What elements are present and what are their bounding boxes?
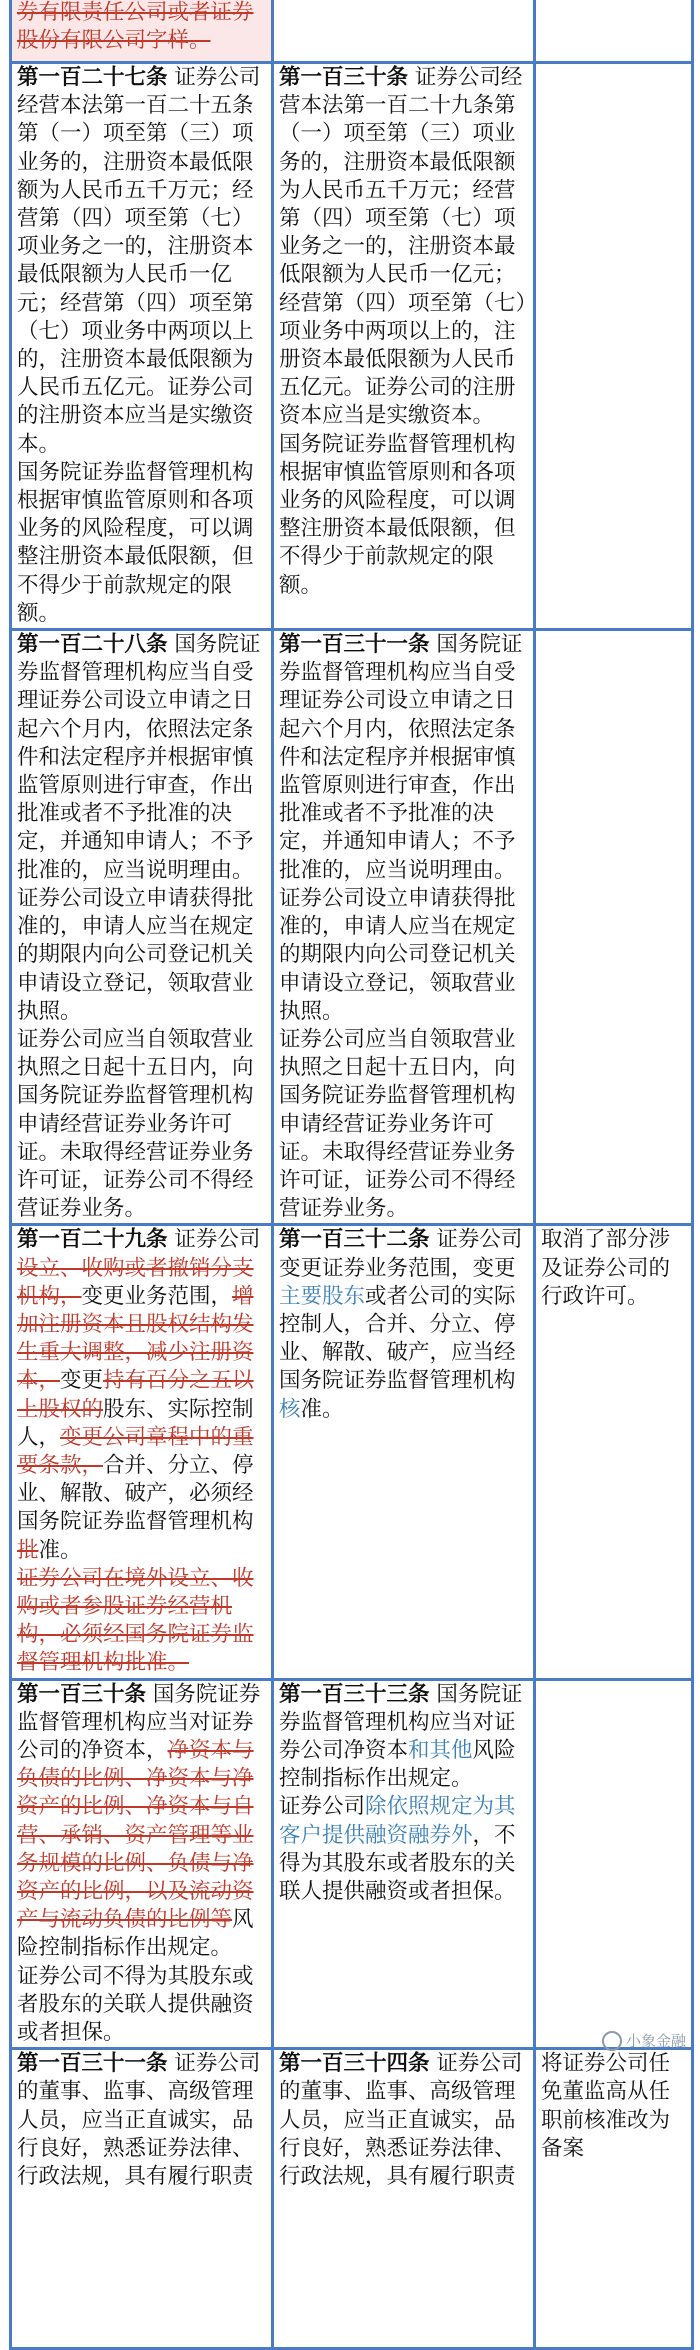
watermark-logo-icon bbox=[602, 2031, 622, 2051]
deleted-text: 增加注册资本且股权结构发生重大调整，减少注册资本， bbox=[17, 1283, 254, 1394]
added-text: 除依照规定为其客户提供融资融券外 bbox=[279, 1794, 516, 1848]
table-row bbox=[11, 630, 693, 1225]
article-number: 第一百三十条 bbox=[279, 65, 409, 90]
added-text: 核 bbox=[279, 1396, 301, 1422]
clause-text: 证券公司的董事、监事、高级管理人员，应当正直诚实，品行良好，熟悉证券法律、行政法规，具有履行职责 bbox=[279, 2051, 523, 2190]
clause-text: 合并、分立、停业、解散、破产，必须经国务院证券监督管理机构 bbox=[17, 1452, 254, 1535]
clause-text: 国务院证券监督管理机构应当自受理证券公司设立申请之日起六个月内，依照法定条件和法定程序并根据审慎监管原则进行审查，作出批准或者不予批准的决定，并通知申请人；不予批准的，应当说明理由。 bbox=[279, 632, 523, 883]
note-cell bbox=[535, 0, 693, 63]
watermark-text: 小象金融 bbox=[625, 2032, 686, 2050]
clause-text: 将证券公司任免董监高从任职前核准改为备案 bbox=[541, 2051, 671, 2161]
new-law-cell bbox=[273, 2049, 535, 2349]
article-number: 第一百二十八条 bbox=[17, 632, 168, 658]
clause-text: 证券公司的董事、监事、高级管理人员，应当正直诚实，品行良好，熟悉证券法律、行政法规，具有履行职责 bbox=[17, 2051, 261, 2190]
clause-text: 证券公司变更证券业务范围，变更 bbox=[279, 1227, 523, 1281]
table-row bbox=[11, 1225, 693, 1679]
article-number: 第一百三十四条 bbox=[279, 2051, 430, 2077]
comparison-table bbox=[9, 0, 694, 2350]
new-law-cell bbox=[273, 1679, 535, 2049]
watermark bbox=[602, 2030, 686, 2051]
old-law-cell bbox=[11, 630, 273, 1225]
clause-text: 股东、实际控制人， bbox=[17, 1396, 254, 1450]
new-law-cell bbox=[273, 1225, 535, 1679]
new-law-cell bbox=[273, 0, 535, 63]
clause-text: ，不得为其股东或者股东的关联人提供融资或者担保。 bbox=[279, 1822, 516, 1904]
table-row bbox=[11, 2049, 693, 2349]
clause-text: 证券公司应当自领取营业执照之日起十五日内，向国务院证券监督管理机构申请经营证券业务许可证。未取得经营证券业务许可证，证券公司不得经营证券业务。 bbox=[279, 1026, 516, 1222]
note-cell bbox=[535, 1225, 693, 1679]
article-number: 第一百三十条 bbox=[17, 1681, 147, 1707]
added-text: 和其他 bbox=[408, 1737, 473, 1763]
note-cell bbox=[535, 2049, 693, 2349]
article-number: 第一百三十三条 bbox=[279, 1681, 430, 1707]
clause-text: 证券公司经营本法第一百二十五条第（一）项至第（三）项业务的，注册资本最低限额为人民币五千万元；经营第（四）项至第（七）项业务之一的，注册资本最低限额为人民币一亿元；经营第（四）项至第（七）项业务中两项以上的，注册资本最低限额为人民币五亿元。证券公司的注册资本应当是实缴资本。 bbox=[17, 65, 261, 457]
clause-text: 变更业务范围， bbox=[81, 1283, 233, 1309]
clause-text: 证券公司设立申请获得批准的，申请人应当在规定的期限内向公司登记机关申请设立登记，领取营业执照。 bbox=[17, 885, 254, 1024]
clause-text: 风险控制指标作出规定。 bbox=[279, 1737, 516, 1792]
clause-text: 证券公司经营本法第一百二十九条第（一）项至第（三）项业务的，注册资本最低限额为人民币五千万元；经营第（四）项至第（七）项业务之一的，注册资本最低限额为人民币一亿元；经营第（四）项至第（七）项业务中两项以上的，注册资本最低限额为人民币五亿元。证券公司的注册资本应当是实缴资本。 bbox=[279, 65, 527, 429]
clause-text: 证券公司不得为其股东或者股东的关联人提供融资或者担保。 bbox=[17, 1963, 254, 2046]
clause-text: 取消了部分涉及证券公司的行政许可。 bbox=[541, 1227, 671, 1309]
note-cell bbox=[535, 63, 693, 630]
article-number: 第一百二十九条 bbox=[17, 1227, 168, 1253]
added-text: 主要股东 bbox=[279, 1283, 366, 1309]
deleted-text: 净资本与负债的比例、净资本与净资产的比例、净资本与自营、承销、资产管理等业务规模的比例、负债与净资产的比例，以及流动资产与流动负债的比例等 bbox=[17, 1737, 254, 1933]
old-law-cell bbox=[11, 1679, 273, 2049]
table-row bbox=[11, 63, 693, 630]
new-law-cell bbox=[273, 630, 535, 1225]
article-number: 第一百三十一条 bbox=[17, 2051, 168, 2077]
clause-text: 证券公司 bbox=[167, 1227, 261, 1253]
clause-text: 或者公司的实际控制人，合并、分立、停业、解散、破产，应当经国务院证券监督管理机构 bbox=[279, 1283, 516, 1394]
old-law-cell bbox=[11, 0, 273, 63]
deleted-text: 变更公司章程中的重要条款， bbox=[17, 1424, 254, 1478]
table-row bbox=[11, 1679, 693, 2049]
old-law-cell bbox=[11, 63, 273, 630]
note-cell bbox=[535, 1679, 693, 2049]
deleted-text: 批 bbox=[17, 1537, 39, 1563]
clause-text: 国务院证券监督管理机构应当自受理证券公司设立申请之日起六个月内，依照法定条件和法定程序并根据审慎监管原则进行审查，作出批准或者不予批准的决定，并通知申请人；不予批准的，应当说明理由。 bbox=[17, 632, 261, 883]
clause-text: 准。 bbox=[38, 1537, 82, 1563]
clause-text: 国务院证券监督管理机构应当对证券公司的净资本， bbox=[17, 1681, 261, 1763]
clause-text: 证券公司设立申请获得批准的，申请人应当在规定的期限内向公司登记机关申请设立登记，领取营业执照。 bbox=[279, 885, 516, 1024]
clause-text: 准。 bbox=[300, 1396, 344, 1422]
old-law-cell bbox=[11, 2049, 273, 2349]
clause-text: 国务院证券监督管理机构应当对证券公司净资本 bbox=[279, 1681, 523, 1763]
clause-text: 国务院证券监督管理机构根据审慎监管原则和各项业务的风险程度，可以调整注册资本最低限额，但不得少于前款规定的限额。 bbox=[279, 431, 516, 598]
deleted-text: 券有限责任公司或者证券股份有限公司字样。 bbox=[17, 0, 254, 54]
article-number: 第一百三十一条 bbox=[279, 632, 430, 658]
clause-text: 风险控制指标作出规定。 bbox=[17, 1907, 254, 1961]
clause-text: 国务院证券监督管理机构根据审慎监管原则和各项业务的风险程度，可以调整注册资本最低限额，但不得少于前款规定的限额。 bbox=[17, 459, 254, 626]
article-number: 第一百二十七条 bbox=[17, 65, 168, 90]
clause-text: 证券公司应当自领取营业执照之日起十五日内，向国务院证券监督管理机构申请经营证券业务许可证。未取得经营证券业务许可证，证券公司不得经营证券业务。 bbox=[17, 1026, 254, 1222]
table-row bbox=[11, 0, 693, 63]
old-law-cell bbox=[11, 1225, 273, 1679]
deleted-text: 持有百分之五以上股权的 bbox=[17, 1368, 254, 1422]
note-cell bbox=[535, 630, 693, 1225]
clause-text: 变更 bbox=[60, 1368, 104, 1394]
deleted-text: 证券公司在境外设立、收购或者参股证券经营机构，必须经国务院证券监督管理机构批准。 bbox=[17, 1565, 254, 1676]
clause-text: 证券公司 bbox=[279, 1794, 366, 1820]
new-law-cell bbox=[273, 63, 535, 630]
article-number: 第一百三十二条 bbox=[279, 1227, 430, 1253]
deleted-text: 设立、收购或者撤销分支机构， bbox=[17, 1255, 254, 1309]
